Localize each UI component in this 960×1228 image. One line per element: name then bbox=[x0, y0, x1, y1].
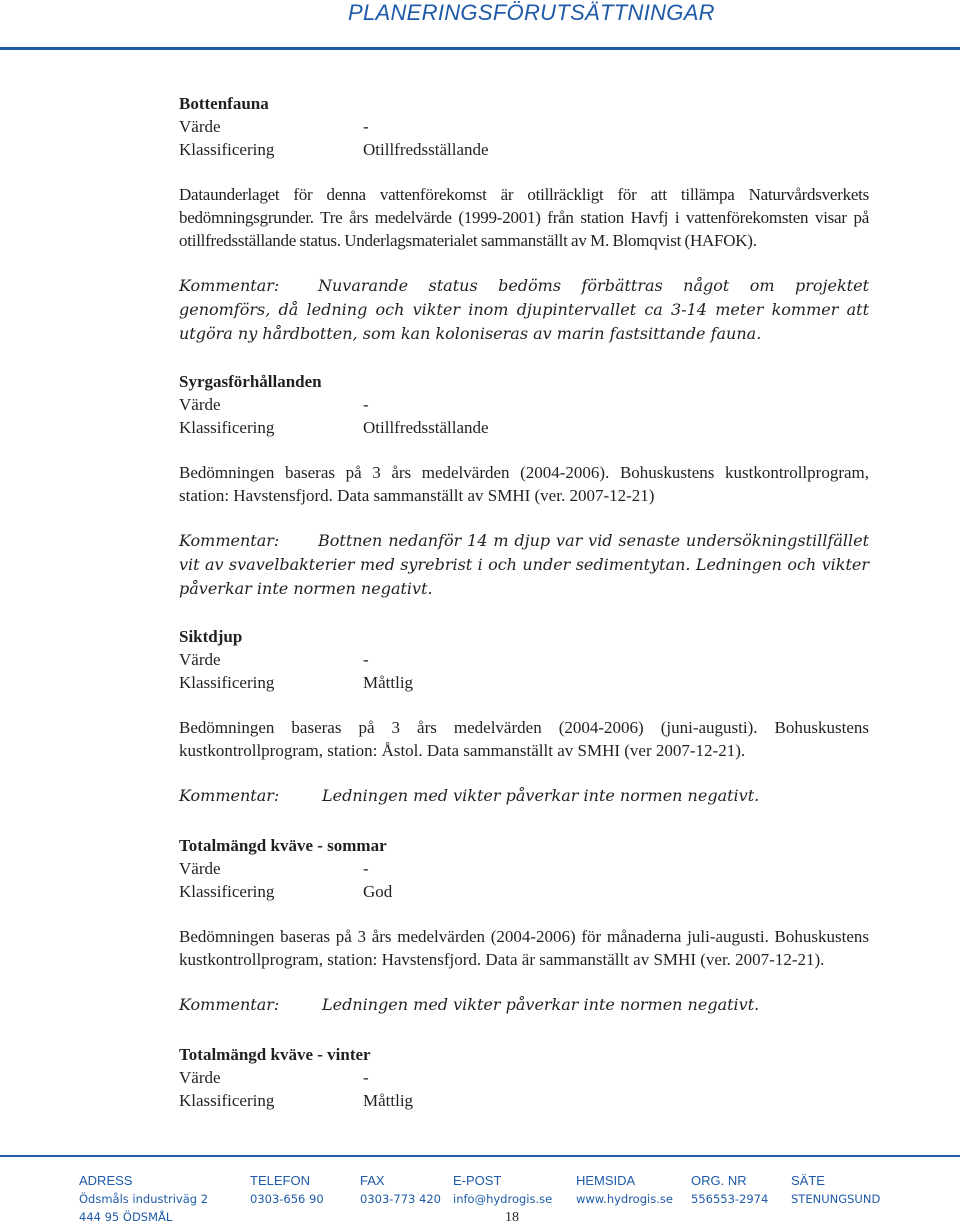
footer-address-line2: 444 95 ÖDSMÅL bbox=[79, 1210, 173, 1224]
classification-label: Klassificering bbox=[179, 140, 275, 159]
footer-fax bbox=[360, 1172, 441, 1208]
value-row bbox=[179, 115, 869, 138]
footer-website-value[interactable]: www.hydrogis.se bbox=[576, 1192, 673, 1206]
comment-label: Kommentar: bbox=[179, 786, 280, 805]
classification-label: Klassificering bbox=[179, 418, 275, 437]
classification-label: Klassificering bbox=[179, 1091, 275, 1110]
section-heading: Totalmängd kväve - sommar bbox=[179, 836, 387, 855]
footer-org-number bbox=[691, 1172, 768, 1208]
classification-text: Otillfredsställande bbox=[363, 140, 489, 159]
footer-phone-label: TELEFON bbox=[250, 1173, 310, 1188]
footer-phone bbox=[250, 1172, 324, 1208]
value-text: - bbox=[363, 117, 369, 136]
section-siktdjup bbox=[179, 625, 869, 808]
comment-text: Ledningen med vikter påverkar inte normen negativt. bbox=[322, 995, 760, 1014]
section-paragraph: Bedömningen baseras på 3 års medelvärden (2004-2006) (juni-augusti). Bohuskustens kustkontrollprogram, station: Åstol. Data sammanställt av SMHI (ver 2007-12-21). bbox=[179, 718, 869, 760]
section-paragraph: Bedömningen baseras på 3 års medelvärden (2004-2006) för månaderna juli-augusti. Bohuskustens kustkontrollprogram, station: Havstensfjord. Data är sammanställt av SMHI (ver. 2007-12-21). bbox=[179, 927, 869, 969]
value-label: Värde bbox=[179, 859, 221, 878]
footer-divider bbox=[0, 1155, 960, 1157]
classification-row bbox=[179, 671, 869, 694]
footer-seat-value: STENUNGSUND bbox=[791, 1192, 881, 1206]
classification-text: Måttlig bbox=[363, 1091, 414, 1110]
comment-label: Kommentar: bbox=[179, 995, 280, 1014]
classification-label: Klassificering bbox=[179, 673, 275, 692]
classification-label: Klassificering bbox=[179, 882, 275, 901]
footer-email-value[interactable]: info@hydrogis.se bbox=[453, 1192, 553, 1206]
section-bottenfauna bbox=[179, 92, 869, 346]
footer-email bbox=[453, 1172, 552, 1208]
value-row bbox=[179, 857, 869, 880]
footer-website-label: HEMSIDA bbox=[576, 1173, 636, 1188]
comment-block bbox=[179, 993, 869, 1017]
comment-label: Kommentar: bbox=[179, 531, 280, 550]
footer-address bbox=[79, 1172, 208, 1226]
section-heading: Syrgasförhållanden bbox=[179, 372, 322, 391]
classification-text: Måttlig bbox=[363, 673, 414, 692]
value-row bbox=[179, 1066, 869, 1089]
page-number: 18 bbox=[505, 1210, 519, 1225]
comment-block bbox=[179, 529, 869, 601]
footer-org-value: 556553-2974 bbox=[691, 1192, 769, 1206]
footer-address-label: ADRESS bbox=[79, 1173, 133, 1188]
classification-row bbox=[179, 1089, 869, 1112]
comment-block bbox=[179, 784, 869, 808]
footer-fax-value: 0303-773 420 bbox=[360, 1192, 441, 1206]
value-label: Värde bbox=[179, 117, 221, 136]
section-kvave-vinter bbox=[179, 1043, 869, 1112]
comment-block bbox=[179, 274, 869, 346]
classification-row bbox=[179, 138, 869, 161]
document-body bbox=[179, 92, 869, 1112]
footer-seat bbox=[791, 1172, 880, 1208]
footer-seat-label: SÄTE bbox=[791, 1173, 825, 1188]
value-label: Värde bbox=[179, 1068, 221, 1087]
header-title: PLANERINGSFÖRUTSÄTTNINGAR bbox=[348, 0, 715, 25]
value-row bbox=[179, 648, 869, 671]
value-text: - bbox=[363, 859, 369, 878]
footer-website bbox=[576, 1172, 673, 1208]
header-divider bbox=[0, 47, 960, 50]
comment-label: Kommentar: bbox=[179, 276, 280, 295]
value-label: Värde bbox=[179, 395, 221, 414]
classification-row bbox=[179, 880, 869, 903]
value-row bbox=[179, 393, 869, 416]
comment-text: Bottnen nedanför 14 m djup var vid senaste undersökningstillfället vit av svavelbakterier med syrebrist i och under sedimentytan. Ledningen och vikter påverkar inte normen negativt. bbox=[179, 531, 869, 598]
footer-phone-value: 0303-656 90 bbox=[250, 1192, 324, 1206]
classification-row bbox=[179, 416, 869, 439]
section-kvave-sommar bbox=[179, 834, 869, 1017]
section-paragraph: Dataunderlaget för denna vattenförekomst är otillräckligt för att tillämpa Naturvårdsverkets bedömningsgrunder. Tre års medelvärde (1999-2001) från station Havfj i vattenförekomsten visar på otillfredsställande status. Underlagsmaterialet sammanställt av M. Blomqvist (HAFOK). bbox=[179, 185, 869, 250]
section-heading: Bottenfauna bbox=[179, 94, 269, 113]
classification-text: Otillfredsställande bbox=[363, 418, 489, 437]
footer-fax-label: FAX bbox=[360, 1173, 385, 1188]
value-text: - bbox=[363, 650, 369, 669]
section-heading: Siktdjup bbox=[179, 627, 243, 646]
section-paragraph: Bedömningen baseras på 3 års medelvärden (2004-2006). Bohuskustens kustkontrollprogram, station: Havstensfjord. Data sammanställt av SMHI (ver. 2007-12-21) bbox=[179, 463, 869, 505]
comment-text: Nuvarande status bedöms förbättras något om projektet genomförs, då ledning och vikter inom djupintervallet ca 3-14 meter kommer att utgöra ny hårdbotten, som kan koloniseras av marin fastsittande fauna. bbox=[179, 276, 869, 343]
footer-address-line1: Ödsmåls industriväg 2 bbox=[79, 1192, 209, 1206]
value-label: Värde bbox=[179, 650, 221, 669]
page-header bbox=[0, 0, 960, 60]
footer-org-label: ORG. NR bbox=[691, 1173, 747, 1188]
classification-text: God bbox=[363, 882, 393, 901]
value-text: - bbox=[363, 395, 369, 414]
page-footer bbox=[0, 1155, 960, 1228]
comment-text: Ledningen med vikter påverkar inte normen negativt. bbox=[322, 786, 760, 805]
section-syrgasforhallanden bbox=[179, 370, 869, 601]
section-heading: Totalmängd kväve - vinter bbox=[179, 1045, 371, 1064]
footer-email-label: E-POST bbox=[453, 1173, 502, 1188]
value-text: - bbox=[363, 1068, 369, 1087]
